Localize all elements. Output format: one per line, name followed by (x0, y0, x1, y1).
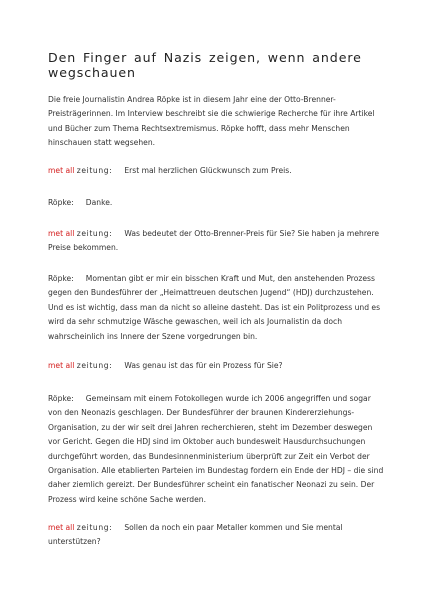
answer-2 (48, 272, 386, 344)
speaker-roepke: Röpke: (48, 198, 74, 207)
answer-text: Momentan gibt er mir ein bisschen Kraft und Mut, den anstehenden Prozess gegen den Bundesführer der „Heimattreuen deutschen Jugend“ (HDJ) durchzustehen. Und es ist wichtig, dass man da nicht so alleine dasteht. Das ist ein Politprozess und es wird da sehr schmutzige Wäsche gewaschen, weil ich als Journalistin da doch wahrscheinlich ins Innere der Szene vorgedrungen bin. (48, 274, 381, 341)
question-3 (48, 359, 386, 373)
question-1 (48, 164, 386, 178)
question-text: Was bedeutet der Otto-Brenner-Preis für Sie? Sie haben ja mehrere Preise bekommen. (48, 229, 380, 253)
speaker-metallzeitung: met all zeitung: (48, 166, 113, 175)
speaker-metallzeitung: met all zeitung: (48, 361, 113, 370)
question-text: Erst mal herzlichen Glückwunsch zum Preis. (124, 166, 292, 175)
answer-text: Gemeinsam mit einem Fotokollegen wurde ich 2006 angegriffen und sogar von den Neonazis geschlagen. Der Bundesführer der braunen Kindererziehungs-Organisation, zu der wir seit drei Jahren recherchieren, steht im Dezember deswegen vor Gericht. Gegen die HDJ sind im Oktober auch bundesweit Hausdurchsuchungen durchgeführt worden, das Bundesinnenministerium überprüft zur Zeit ein Verbot der Organisation. Alle etablierten Parteien im Bundestag fordern ein Ende der HDJ – die sind daher ziemlich gereizt. Der Bundesführer scheint ein fanatischer Neonazi zu sein. Der Prozess wird keine schöne Sache werden. (48, 394, 384, 504)
question-2 (48, 227, 386, 256)
article-intro: Die freie Journalistin Andrea Röpke ist in diesem Jahr eine der Otto-Brenner-Preisträgerinnen. Im Interview beschreibt sie die schwierige Recherche für ihre Artikel und Bücher zum Thema Rechtsextremismus. Röpke hofft, dass mehr Menschen hinschauen statt wegsehen. (48, 95, 375, 148)
question-4 (48, 521, 386, 550)
answer-3 (48, 392, 386, 507)
answer-1 (48, 196, 386, 210)
speaker-metallzeitung: met all zeitung: (48, 523, 113, 532)
answer-text: Danke. (85, 198, 113, 207)
article-title: Den Finger auf Nazis zeigen, wenn andere wegschauen (48, 50, 362, 80)
question-text: Sollen da noch ein paar Metaller kommen und Sie mental unterstützen? (48, 523, 343, 547)
speaker-roepke: Röpke: (48, 274, 74, 283)
speaker-roepke: Röpke: (48, 394, 74, 403)
speaker-metallzeitung: met all zeitung: (48, 229, 113, 238)
question-text: Was genau ist das für ein Prozess für Sie? (124, 361, 283, 370)
